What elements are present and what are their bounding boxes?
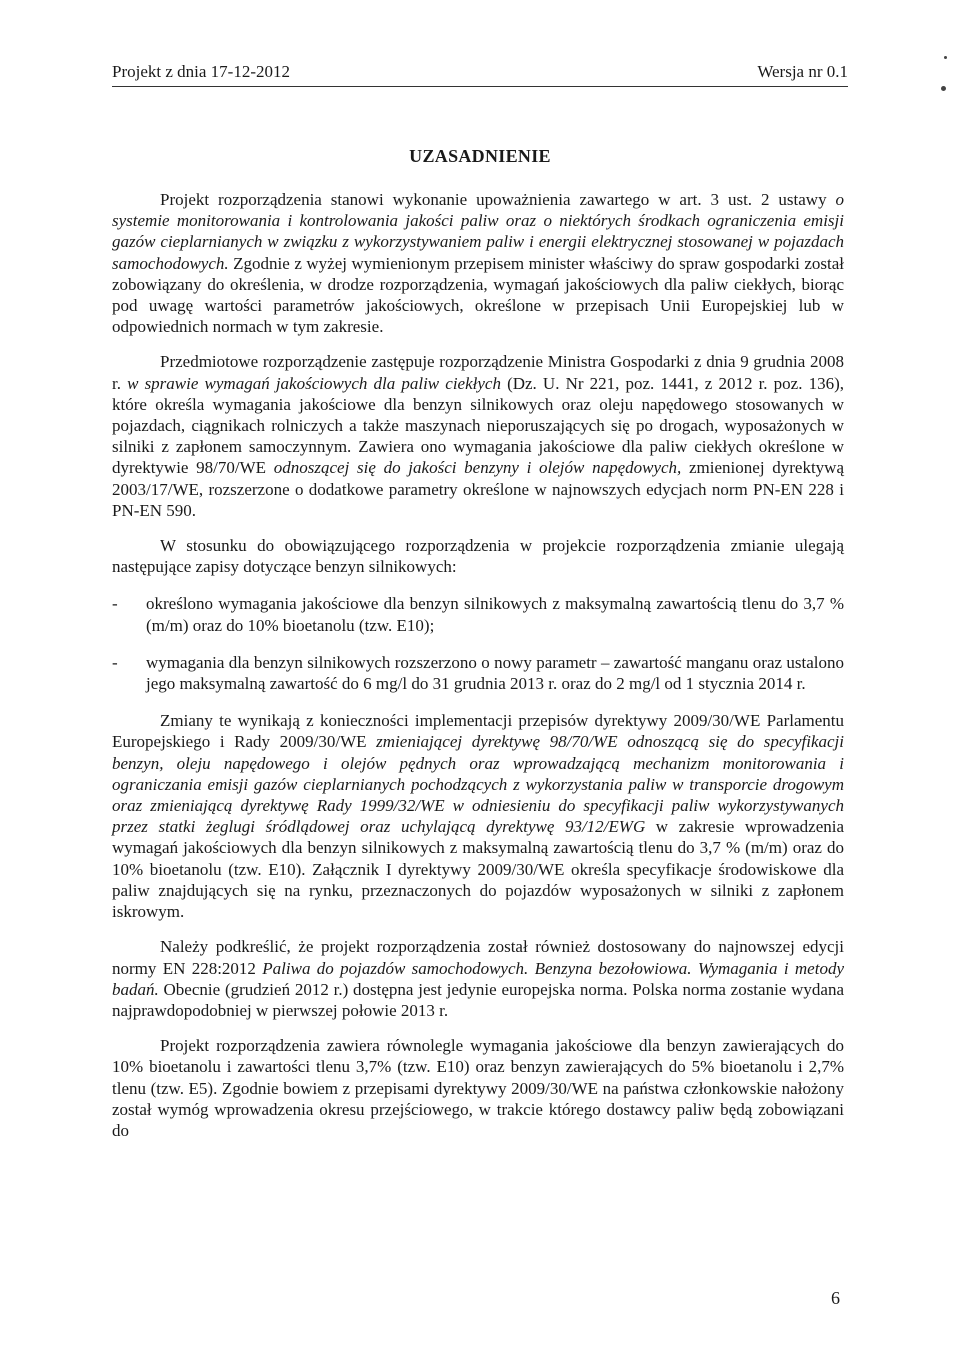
scan-dot-mark: [941, 86, 946, 91]
document-body: [112, 189, 844, 1141]
paragraph-1: [112, 189, 844, 337]
page-header: [112, 62, 848, 87]
paragraph-4-text-a: Zmiany te wynikają z konieczności implementacji przepisów dyrektywy 2009/30/WE Parlamentu Europejskiego i Rady 2009/30/WE: [112, 711, 844, 752]
paragraph-2-text-a: Przedmiotowe rozporządzenie zastępuje rozporządzenie Ministra Gospodarki z dnia 9 grudnia 2008 r.: [112, 352, 844, 393]
paragraph-2-text-c: (Dz. U. Nr 221, poz. 1441, z 2012 r. poz. 136), które określa wymagania jakościowe dla benzyn silnikowych oraz oleju napędowego stosowanych w pojazdach, ciągnikach rolniczych a także maszynach nieporuszających się po drogach, wyposażonych w silniki z zapłonem samoczynnym. Zawiera ono wymagania jakościowe dla paliw ciekłych określone w dyrektywie 98/70/WE: [112, 373, 845, 478]
paragraph-2-regulation-title: w sprawie wymagań jakościowych dla paliw ciekłych: [127, 373, 501, 393]
page-number: 6: [831, 1288, 840, 1308]
paragraph-6: Projekt rozporządzenia zawiera równolegle wymagania jakościowe dla benzyn zawierających do 10% bioetanolu i zawartości tlenu 3,7% (tzw. E10) oraz benzyn zawierających do 5% bioetanolu i 2,7% tlenu (tzw. E5). Zgodnie bowiem z przepisami dyrektywy 2009/30/WE na państwa członkowskie nałożony został wymóg wprowadzenia okresu przejściowego, w trakcie którego dostawcy paliw będą zobowiązani do: [112, 1036, 844, 1140]
paragraph-5: [112, 936, 844, 1021]
paragraph-3: W stosunku do obowiązującego rozporządzenia w projekcie rozporządzenia zmianie ulegają następujące zapisy dotyczące benzyn silnikowych:: [112, 536, 844, 577]
paragraph-4: [112, 710, 844, 922]
paragraph-4-text-c: w zakresie wprowadzenia wymagań jakościowych dla benzyn silnikowych z maksymalną zawartością tlenu do 3,7 % (m/m) oraz do 10% bioetanolu (tzw. E10). Załącznik I dyrektywy 2009/30/WE określa specyfikacje środowiskowe dla paliw znajdujących się na rynku, przeznaczonych do pojazdów wyposażonych w silniki z zapłonem iskrowym.: [112, 817, 845, 922]
paragraph-5-norm-title: Paliwa do pojazdów samochodowych. Benzyna bezołowiowa. Wymagania i metody badań.: [112, 958, 844, 999]
paragraph-1-law-title: o systemie monitorowania i kontrolowania jakości paliw oraz o niektórych środkach ograniczenia emisji gazów cieplarnianych w związku z wykorzystywaniem paliw i energii elektrycznej stosowanej w pojazdach samochodowych.: [112, 190, 844, 273]
paragraph-4-directive-title: zmieniającej dyrektywę 98/70/WE odnoszącą się do specyfikacji benzyn, oleju napędowego i olejów pędnych oraz wprowadzającą mechanizm monitorowania i ograniczania emisji gazów cieplarnianych pochodzących z wykorzystania paliw w transporcie drogowym oraz zmieniającą dyrektywę Rady 1999/32/WE w odniesieniu do specyfikacji paliw wykorzystywanych przez statki żeglugi śródlądowej oraz uchylającą dyrektywę 93/12/EWG: [112, 732, 844, 837]
paragraph-1-text-a: Projekt rozporządzenia stanowi wykonanie upoważnienia zawartego w art. 3 ust. 2 ustawy: [160, 190, 836, 209]
paragraph-5-text-a: Należy podkreślić, że projekt rozporządzenia został również dostosowany do najnowszej edycji normy EN 228:2012: [112, 937, 844, 978]
paragraph-1-text-c: Zgodnie z wyżej wymienionym przepisem minister właściwy do spraw gospodarki został zobowiązany do określenia, w drodze rozporządzenia, wymagań jakościowych dla paliw ciekłych, biorąc pod uwagę wartości parametrów jakościowych, określone w przepisach Unii Europejskiej lub w odpowiednich normach w tym zakresie.: [112, 253, 844, 337]
paragraph-2: [112, 351, 844, 521]
changes-list: [112, 593, 844, 694]
header-version: Wersja nr 0.1: [757, 62, 848, 81]
list-item: - wymagania dla benzyn silnikowych rozszerzono o nowy parametr – zawartość manganu oraz ustalono jego maksymalną zawartość do 6 mg/l do 31 grudnia 2013 r. oraz do 2 mg/l od 1 stycznia 2014 r.: [112, 652, 844, 694]
paragraph-2-directive-title: odnoszącej się do jakości benzyny i olejów napędowych,: [273, 458, 682, 478]
document-title: UZASADNIENIE: [409, 146, 551, 166]
list-item: - określono wymagania jakościowe dla benzyn silnikowych z maksymalną zawartością tlenu do 3,7 % (m/m) oraz do 10% bioetanolu (tzw. E10);: [112, 593, 844, 635]
paragraph-2-text-e: zmienionej dyrektywą 2003/17/WE, rozszerzone o dodatkowe parametry określone w najnowszych edycjach norm PN-EN 228 i PN-EN 590.: [112, 458, 844, 520]
paragraph-5-text-c: Obecnie (grudzień 2012 r.) dostępna jest jedynie europejska norma. Polska norma zostanie wydana najprawdopodobniej w pierwszej połowie 2013 r.: [112, 979, 844, 1020]
scan-dot-mark: [944, 56, 947, 59]
header-project-date: Projekt z dnia 17-12-2012: [112, 62, 290, 81]
